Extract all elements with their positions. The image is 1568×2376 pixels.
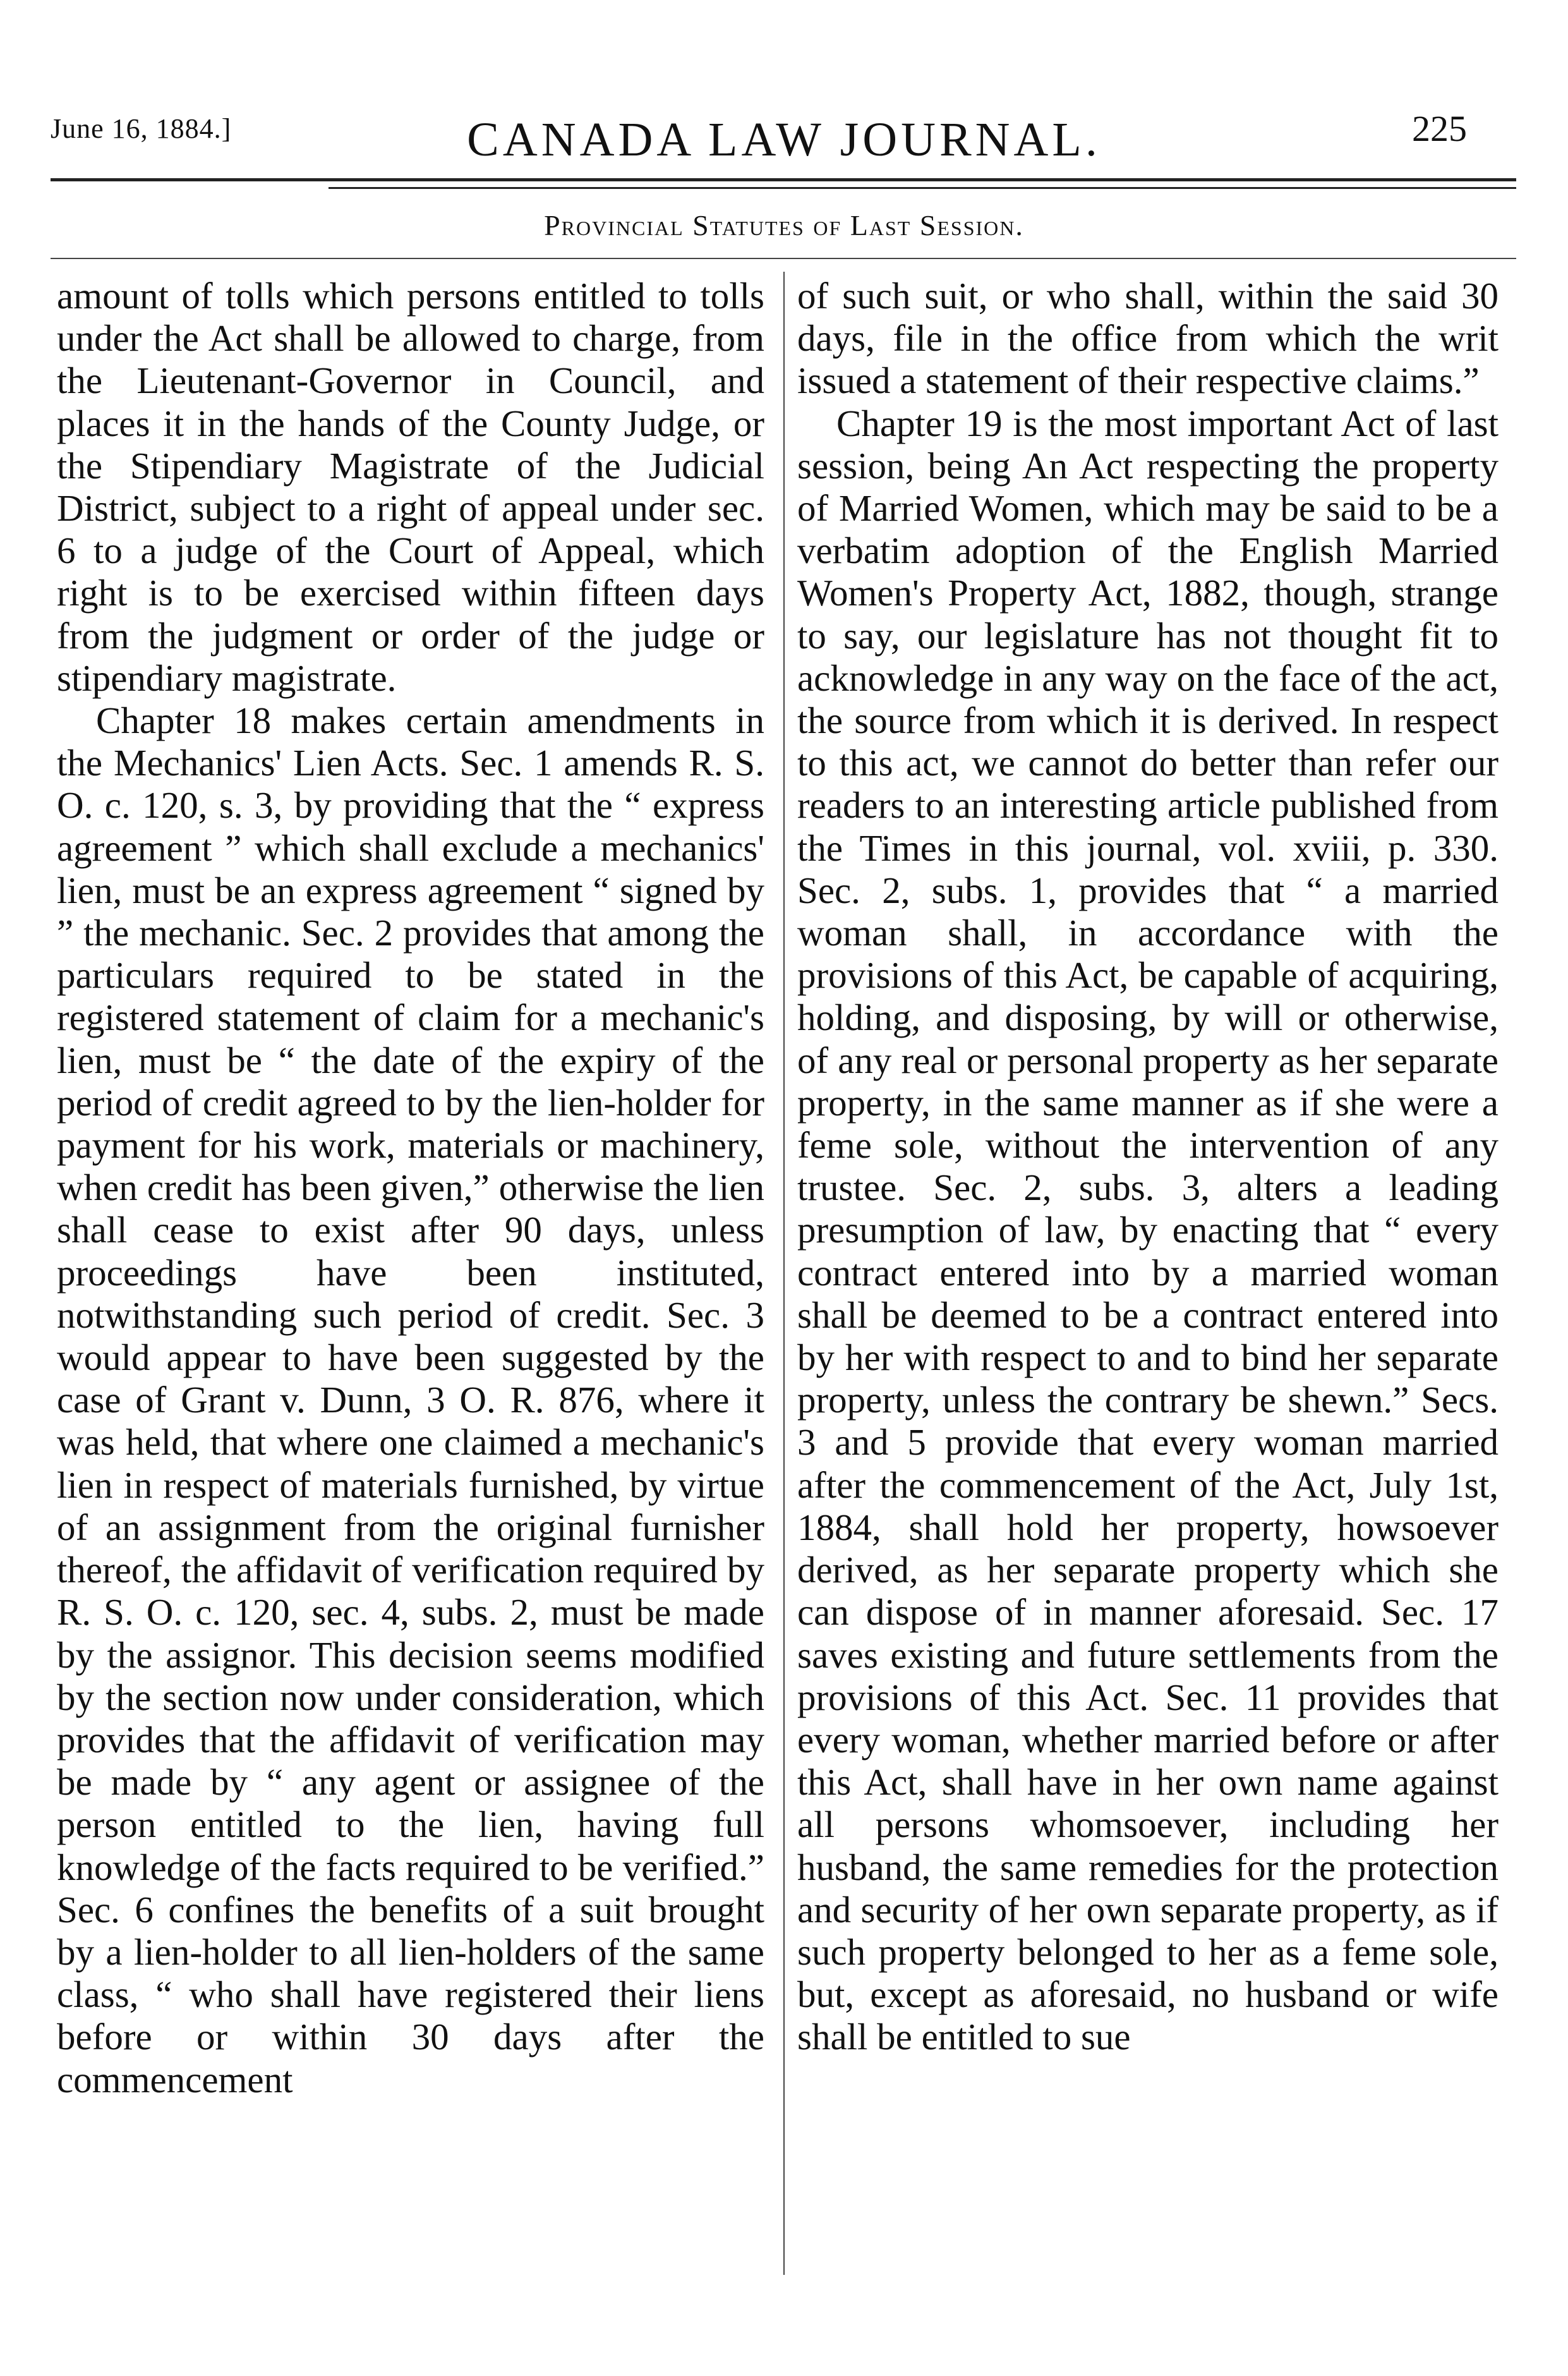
header-rule-thick — [51, 178, 1516, 181]
section-title: Provincial Statutes of Last Session. — [544, 209, 1024, 241]
journal-title: CANADA LAW JOURNAL. — [467, 113, 1101, 166]
left-column — [57, 275, 764, 2101]
header-rule-thin — [329, 187, 1516, 189]
page-number: 225 — [1412, 108, 1467, 149]
column-divider — [783, 272, 785, 2275]
right-paragraph-2: Chapter 19 is the most important Act of last session, being An Act respecting the property of Married Women, which may be said to be a verbatim adoption of the English Married Women's Property Act, 1882, though, strange to say, our legislature has not thought fit to acknowledge in any way on the face of the act, the source from which it is derived. In respect to this act, we cannot do better than refer our readers to an interesting article published from the Times in this journal, vol. xviii, p. 330. Sec. 2, subs. 1, provides that “ a married woman shall, in accordance with the provisions of this Act, be capable of acquiring, holding, and disposing, by will or otherwise, of any real or personal property as her separate property, in the same manner as if she were a feme sole, without the intervention of any trustee. Sec. 2, subs. 3, alters a leading presumption of law, by enacting that “ every contract entered into by a married woman shall be deemed to be a contract entered into by her with respect to and to bind her separate property, unless the contrary be shewn.” Secs. 3 and 5 provide that every woman married after the commencement of the Act, July 1st, 1884, shall hold her property, howsoever derived, as her separate property which she can dispose of in manner aforesaid. Sec. 17 saves existing and future settlements from the provisions of this Act. Sec. 11 provides that every woman, whether married before or after this Act, shall have in her own name against all persons whomsoever, including her husband, the same remedies for the protection and security of her own separate property, as if such property belonged to her as a feme sole, but, except as aforesaid, no husband or wife shall be entitled to sue — [797, 402, 1499, 2058]
right-paragraph-1: of such suit, or who shall, within the said 30 days, file in the office from which the writ issued a statement of their respective claims.” — [797, 275, 1499, 402]
left-paragraph-1: amount of tolls which persons entitled to tolls under the Act shall be allowed to charge, from the Lieutenant-Governor in Council, and places it in the hands of the County Judge, or the Stipendiary Magistrate of the Judicial District, subject to a right of appeal under sec. 6 to a judge of the Court of Appeal, which right is to be exercised within fifteen days from the judgment or order of the judge or stipendiary magistrate. — [57, 275, 764, 699]
section-rule — [51, 258, 1516, 259]
issue-date: June 16, 1884.] — [51, 113, 232, 144]
right-column — [797, 275, 1499, 2059]
left-paragraph-2: Chapter 18 makes certain amendments in the Mechanics' Lien Acts. Sec. 1 amends R. S. O. c. 120, s. 3, by providing that the “ express agreement ” which shall exclude a mechanics' lien, must be an express agreement “ signed by ” the mechanic. Sec. 2 provides that among the particulars required to be stated in the registered statement of claim for a mechanic's lien, must be “ the date of the expiry of the period of credit agreed to by the lien-holder for payment for his work, materials or machinery, when credit has been given,” otherwise the lien shall cease to exist after 90 days, unless proceedings have been instituted, notwithstanding such period of credit. Sec. 3 would appear to have been suggested by the case of Grant v. Dunn, 3 O. R. 876, where it was held, that where one claimed a mechanic's lien in respect of materials furnished, by virtue of an assignment from the original furnisher thereof, the affidavit of verification required by R. S. O. c. 120, sec. 4, subs. 2, must be made by the assignor. This decision seems modified by the section now under consideration, which provides that the affidavit of verification may be made by “ any agent or assignee of the person entitled to the lien, having full knowledge of the facts required to be verified.” Sec. 6 confines the benefits of a suit brought by a lien-holder to all lien-holders of the same class, “ who shall have registered their liens before or within 30 days after the commencement — [57, 700, 764, 2100]
